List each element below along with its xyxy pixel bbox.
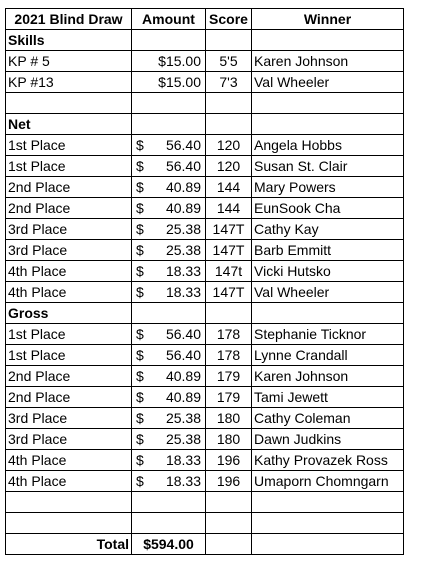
empty-cell[interactable] [206,534,252,555]
amount-cell[interactable] [132,324,206,345]
winner-cell[interactable]: Mary Powers [252,177,404,198]
amount-value: 18.33 [165,452,201,468]
amount-value: 25.38 [165,410,201,426]
amount-value: 56.40 [165,326,201,342]
currency-symbol: $ [136,158,144,174]
place-cell[interactable]: 4th Place [6,282,132,303]
place-cell[interactable]: 4th Place [6,450,132,471]
empty-cell[interactable] [132,93,206,114]
empty-cell[interactable] [252,303,404,324]
spacer-row [6,93,404,114]
spacer-row [6,492,404,513]
place-cell[interactable]: 3rd Place [6,408,132,429]
place-cell[interactable]: 4th Place [6,471,132,492]
header-winner[interactable]: Winner [252,9,404,30]
amount-value: 18.33 [165,263,201,279]
currency-symbol: $ [136,221,144,237]
score-cell[interactable]: 196 [206,450,252,471]
empty-cell[interactable] [206,513,252,534]
score-cell[interactable]: 120 [206,135,252,156]
section-label-skills[interactable]: Skills [6,30,132,51]
place-cell[interactable]: 1st Place [6,156,132,177]
place-cell[interactable]: 1st Place [6,345,132,366]
table-row [6,156,404,177]
table-row [6,450,404,471]
winner-cell[interactable]: Cathy Coleman [252,408,404,429]
currency-symbol: $ [136,137,144,153]
total-row [6,534,404,555]
score-cell[interactable]: 120 [206,156,252,177]
table-row [6,135,404,156]
amount-cell[interactable] [132,366,206,387]
place-cell[interactable]: 2nd Place [6,387,132,408]
winner-cell[interactable]: Barb Emmitt [252,240,404,261]
table-row [6,51,404,72]
amount-cell[interactable] [132,408,206,429]
total-value[interactable]: $594.00 [132,534,206,555]
amount-value: 40.89 [165,368,201,384]
place-cell[interactable]: 1st Place [6,135,132,156]
header-title[interactable]: 2021 Blind Draw [6,9,132,30]
total-label[interactable]: Total [6,534,132,555]
empty-cell[interactable] [206,303,252,324]
amount-cell[interactable] [132,219,206,240]
table-row [6,198,404,219]
empty-cell[interactable] [132,303,206,324]
amount-value: 18.33 [165,473,201,489]
score-cell[interactable]: 144 [206,198,252,219]
empty-cell[interactable] [206,93,252,114]
table-row [6,72,404,93]
header-row [6,9,404,30]
table-row [6,261,404,282]
winner-cell[interactable]: Val Wheeler [252,282,404,303]
empty-cell[interactable] [6,513,132,534]
amount-cell[interactable] [132,135,206,156]
winner-cell[interactable]: EunSook Cha [252,198,404,219]
winner-cell[interactable]: Karen Johnson [252,51,404,72]
empty-cell[interactable] [206,492,252,513]
empty-cell[interactable] [6,492,132,513]
table-row [6,219,404,240]
place-cell[interactable]: KP #13 [6,72,132,93]
winner-cell[interactable]: Tami Jewett [252,387,404,408]
score-cell[interactable]: 147T [206,282,252,303]
empty-cell[interactable] [252,513,404,534]
currency-symbol: $ [136,473,144,489]
winner-cell[interactable]: Val Wheeler [252,72,404,93]
amount-value: $15.00 [158,53,201,69]
amount-value: 25.38 [165,431,201,447]
section-row-gross [6,303,404,324]
currency-symbol: $ [136,263,144,279]
score-cell[interactable]: 147T [206,219,252,240]
amount-value: 25.38 [165,242,201,258]
table-row [6,282,404,303]
empty-cell[interactable] [6,93,132,114]
currency-symbol: $ [136,368,144,384]
currency-symbol: $ [136,284,144,300]
empty-cell[interactable] [252,492,404,513]
score-cell[interactable]: 180 [206,429,252,450]
amount-cell[interactable] [132,51,206,72]
amount-cell[interactable] [132,177,206,198]
table-row [6,387,404,408]
place-cell[interactable]: 3rd Place [6,240,132,261]
winner-cell[interactable]: Vicki Hutsko [252,261,404,282]
score-cell[interactable]: 178 [206,345,252,366]
amount-value: 56.40 [165,347,201,363]
table-row [6,429,404,450]
empty-cell[interactable] [132,114,206,135]
amount-value: 18.33 [165,284,201,300]
place-cell[interactable]: 2nd Place [6,177,132,198]
empty-cell[interactable] [252,93,404,114]
table-row [6,366,404,387]
empty-cell[interactable] [252,30,404,51]
currency-symbol: $ [136,200,144,216]
winner-cell[interactable]: Stephanie Ticknor [252,324,404,345]
table-row [6,240,404,261]
winner-cell[interactable]: Angela Hobbs [252,135,404,156]
winner-cell[interactable]: Susan St. Clair [252,156,404,177]
empty-cell[interactable] [206,30,252,51]
spacer-row [6,513,404,534]
table-row [6,345,404,366]
section-label-net[interactable]: Net [6,114,132,135]
empty-cell[interactable] [132,492,206,513]
blind-draw-table [5,8,404,555]
score-cell[interactable]: 5'5 [206,51,252,72]
empty-cell[interactable] [252,534,404,555]
amount-value: 25.38 [165,221,201,237]
currency-symbol: $ [136,410,144,426]
amount-cell[interactable] [132,156,206,177]
table-row [6,408,404,429]
place-cell[interactable]: 2nd Place [6,198,132,219]
empty-cell[interactable] [132,30,206,51]
section-row-net [6,114,404,135]
currency-symbol: $ [136,326,144,342]
currency-symbol: $ [136,431,144,447]
place-cell[interactable]: 1st Place [6,324,132,345]
table-row [6,324,404,345]
place-cell[interactable]: 2nd Place [6,366,132,387]
place-cell[interactable]: 4th Place [6,261,132,282]
amount-value: $15.00 [158,74,201,90]
winner-cell[interactable]: Dawn Judkins [252,429,404,450]
winner-cell[interactable]: Cathy Kay [252,219,404,240]
amount-cell[interactable] [132,345,206,366]
amount-value: 56.40 [165,137,201,153]
score-cell[interactable]: 147T [206,240,252,261]
place-cell[interactable]: 3rd Place [6,219,132,240]
empty-cell[interactable] [206,114,252,135]
amount-value: 40.89 [165,179,201,195]
header-amount[interactable]: Amount [132,9,206,30]
score-cell[interactable]: 7'3 [206,72,252,93]
amount-cell[interactable] [132,387,206,408]
empty-cell[interactable] [252,114,404,135]
score-cell[interactable]: 180 [206,408,252,429]
amount-cell[interactable] [132,72,206,93]
score-cell[interactable]: 179 [206,366,252,387]
winner-cell[interactable]: Lynne Crandall [252,345,404,366]
amount-cell[interactable] [132,429,206,450]
header-score[interactable]: Score [206,9,252,30]
section-row-skills [6,30,404,51]
amount-cell[interactable] [132,471,206,492]
amount-value: 56.40 [165,158,201,174]
winner-cell[interactable]: Karen Johnson [252,366,404,387]
empty-cell[interactable] [132,513,206,534]
amount-cell[interactable] [132,450,206,471]
currency-symbol: $ [136,389,144,405]
amount-cell[interactable] [132,240,206,261]
score-cell[interactable]: 179 [206,387,252,408]
winner-cell[interactable]: Umaporn Chomngarn [252,471,404,492]
table-row [6,471,404,492]
score-cell[interactable]: 196 [206,471,252,492]
amount-value: 40.89 [165,389,201,405]
currency-symbol: $ [136,179,144,195]
amount-cell[interactable] [132,198,206,219]
score-cell[interactable]: 178 [206,324,252,345]
score-cell[interactable]: 147t [206,261,252,282]
currency-symbol: $ [136,347,144,363]
amount-value: 40.89 [165,200,201,216]
section-label-gross[interactable]: Gross [6,303,132,324]
currency-symbol: $ [136,242,144,258]
place-cell[interactable]: 3rd Place [6,429,132,450]
table-row [6,177,404,198]
currency-symbol: $ [136,452,144,468]
winner-cell[interactable]: Kathy Provazek Ross [252,450,404,471]
amount-cell[interactable] [132,282,206,303]
place-cell[interactable]: KP # 5 [6,51,132,72]
amount-cell[interactable] [132,261,206,282]
score-cell[interactable]: 144 [206,177,252,198]
